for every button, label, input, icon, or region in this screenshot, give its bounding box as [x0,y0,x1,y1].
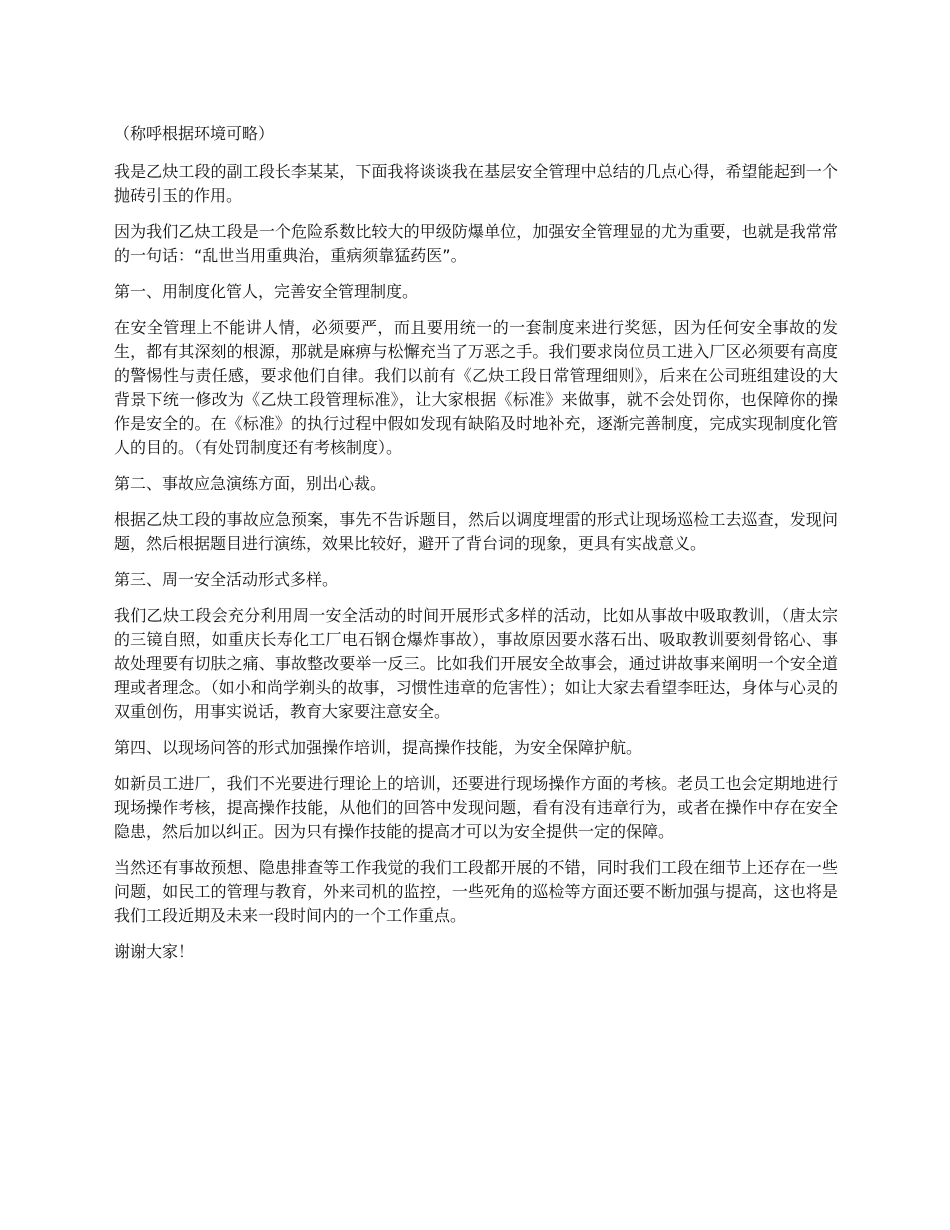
section-body-1: 在安全管理上不能讲人情，必须要严，而且要用统一的一套制度来进行奖惩，因为任何安全事故的发生，都有其深刻的根源，那就是麻痹与松懈充当了万恶之手。我们要求岗位员工进入厂区必须要有高度的警惕性与责任感，要求他们自律。我们以前有《乙炔工段日常管理细则》，后来在公司班组建设的大背景下统一修改为《乙炔工段管理标准》，让大家根据《标准》来做事，就不会处罚你，也保障你的操作是安全的。在《标准》的执行过程中假如发现有缺陷及时地补充，逐渐完善制度，完成实现制度化管人的目的。（有处罚制度还有考核制度）。 [114,318,838,457]
section-body-4: 如新员工进厂，我们不光要进行理论上的培训，还要进行现场操作方面的考核。老员工也会定期地进行现场操作考核，提高操作技能，从他们的回答中发现问题，看有没有违章行为，或者在操作中存在安全隐患，然后加以纠正。因为只有操作技能的提高才可以为安全提供一定的保障。 [114,774,838,841]
section-body-2: 根据乙炔工段的事故应急预案，事先不告诉题目，然后以调度埋雷的形式让现场巡检工去巡查，发现问题，然后根据题目进行演练，效果比较好，避开了背台词的现象，更具有实战意义。 [114,510,838,553]
section-heading-2: 第二、事故应急演练方面，别出心裁。 [114,474,387,493]
thanks-line: 谢谢大家！ [114,942,195,961]
section-heading-4: 第四、以现场问答的形式加强操作培训，提高操作技能，为安全保障护航。 [114,738,643,757]
section-heading-3: 第三、周一安全活动形式多样。 [114,570,339,589]
closing-paragraph: 当然还有事故预想、隐患排查等工作我觉的我们工段都开展的不错，同时我们工段在细节上还存在一些问题，如民工的管理与教育，外来司机的监控，一些死角的巡检等方面还要不断加强与提高，这也将是我们工段近期及未来一段时间内的一个工作重点。 [114,858,838,925]
section-heading-1: 第一、用制度化管人，完善安全管理制度。 [114,282,419,301]
intro-paragraph: 我是乙炔工段的副工段长李某某，下面我将谈谈我在基层安全管理中总结的几点心得，希望能起到一个抛砖引玉的作用。 [114,162,838,205]
document-body [114,122,838,976]
section-body-3: 我们乙炔工段会充分利用周一安全活动的时间开展形式多样的活动，比如从事故中吸取教训，（唐太宗的三镜自照，如重庆长寿化工厂电石钢仓爆炸事故），事故原因要水落石出、吸取教训要刻骨铭心、事故处理要有切肤之痛、事故整改要举一反三。比如我们开展安全故事会，通过讲故事来阐明一个安全道理或者理念。（如小和尚学剃头的故事，习惯性违章的危害性）；如让大家去看望李旺达，身体与心灵的双重创伤，用事实说话，教育大家要注意安全。 [114,606,838,721]
greeting-note: （称呼根据环境可略） [114,124,275,143]
context-paragraph: 因为我们乙炔工段是一个危险系数比较大的甲级防爆单位，加强安全管理显的尤为重要，也就是我常常的一句话：“乱世当用重典治，重病须靠猛药医”。 [114,222,838,265]
